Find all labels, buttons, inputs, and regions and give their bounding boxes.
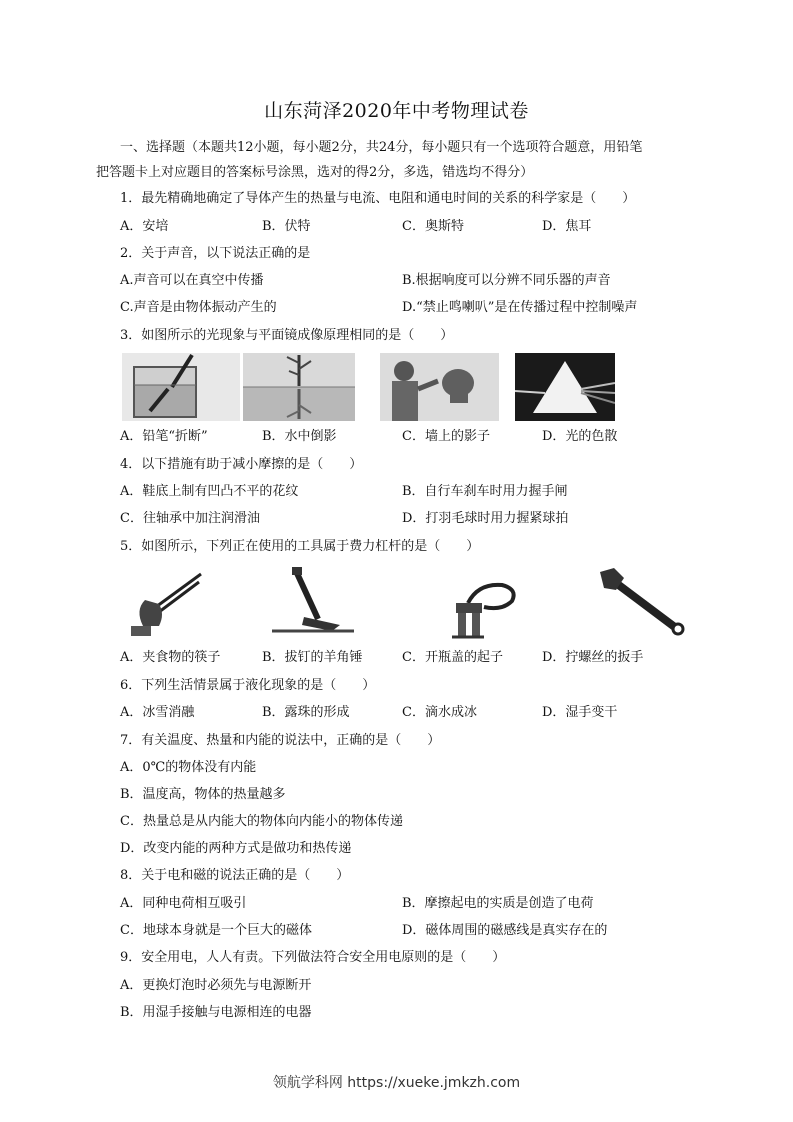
question-6-option-c: C．滴水成冰: [402, 705, 477, 720]
question-4-option-a: A．鞋底上制有凹凸不平的花纹: [120, 484, 299, 499]
question-3-option-d: D．光的色散: [542, 429, 618, 444]
question-2-stem: 2．关于声音，以下说法正确的是: [120, 246, 311, 261]
question-7-option-c: C．热量总是从内能大的物体向内能小的物体传递: [120, 814, 403, 829]
claw-hammer-image: [270, 567, 356, 635]
question-1-stem: 1．最先精确地确定了导体产生的热量与电流、电阻和通电时间的关系的科学家是（ ）: [120, 191, 636, 206]
question-6-stem: 6．下列生活情景属于液化现象的是（ ）: [120, 678, 376, 693]
section-instructions-line1: 一、选择题（本题共12小题，每小题2分，共24分，每小题只有一个选项符合题意，用铅笔: [120, 140, 643, 155]
question-5-option-a: A．夹食物的筷子: [120, 650, 221, 665]
question-4-option-b: B．自行车刹车时用力握手闸: [402, 484, 568, 499]
question-3-option-b: B．水中倒影: [262, 429, 337, 444]
question-9-stem: 9．安全用电，人人有责。下列做法符合安全用电原则的是（ ）: [120, 950, 506, 965]
pencil-in-water-image: [122, 353, 240, 421]
section-instructions-line2: 把答题卡上对应题目的答案标号涂黑，选对的得2分，多选，错选均不得分）: [96, 165, 534, 180]
question-7-option-a: A．0℃的物体没有内能: [120, 760, 257, 775]
shadow-on-wall-image: [380, 353, 499, 421]
question-4-option-c: C．往轴承中加注润滑油: [120, 511, 260, 526]
question-5-option-c: C．开瓶盖的起子: [402, 650, 503, 665]
footer-watermark-link[interactable]: 领航学科网 https://xueke.jmkzh.com: [272, 1075, 521, 1091]
question-5-stem: 5．如图所示，下列正在使用的工具属于费力杠杆的是（ ）: [120, 539, 480, 554]
question-1-option-b: B．伏特: [262, 219, 311, 234]
wrench-image: [598, 566, 688, 638]
question-6-option-b: B．露珠的形成: [262, 705, 350, 720]
page-title: 山东菏泽2020年中考物理试卷: [264, 100, 529, 122]
question-4-option-d: D．打羽毛球时用力握紧球拍: [402, 511, 569, 526]
question-3-option-a: A．铅笔“折断”: [120, 429, 208, 444]
question-8-stem: 8．关于电和磁的说法正确的是（ ）: [120, 868, 350, 883]
question-5-option-d: D．拧螺丝的扳手: [542, 650, 644, 665]
question-2-option-a: A.声音可以在真空中传播: [120, 273, 264, 288]
question-6-option-d: D．湿手变干: [542, 705, 618, 720]
question-7-stem: 7．有关温度、热量和内能的说法中，正确的是（ ）: [120, 733, 441, 748]
question-1-option-d: D．焦耳: [542, 219, 592, 234]
question-3-stem: 3．如图所示的光现象与平面镜成像原理相同的是（ ）: [120, 328, 454, 343]
question-1-option-c: C．奥斯特: [402, 219, 464, 234]
question-8-option-a: A．同种电荷相互吸引: [120, 896, 247, 911]
question-2-option-d: D.“禁止鸣喇叭”是在传播过程中控制噪声: [402, 300, 638, 315]
tree-reflection-image: [243, 353, 355, 421]
question-9-option-b: B．用湿手接触与电源相连的电器: [120, 1005, 312, 1020]
question-3-option-c: C．墙上的影子: [402, 429, 490, 444]
question-8-option-c: C．地球本身就是一个巨大的磁体: [120, 923, 312, 938]
question-7-option-b: B．温度高，物体的热量越多: [120, 787, 286, 802]
question-7-option-d: D．改变内能的两种方式是做功和热传递: [120, 841, 352, 856]
question-2-option-b: B.根据响度可以分辨不同乐器的声音: [402, 273, 611, 288]
question-2-option-c: C.声音是由物体振动产生的: [120, 300, 277, 315]
chopsticks-image: [125, 570, 205, 642]
question-4-stem: 4．以下措施有助于减小摩擦的是（ ）: [120, 457, 363, 472]
prism-dispersion-image: [515, 353, 615, 421]
question-8-option-d: D．磁体周围的磁感线是真实存在的: [402, 923, 608, 938]
question-6-option-a: A．冰雪消融: [120, 705, 195, 720]
question-8-option-b: B．摩擦起电的实质是创造了电荷: [402, 896, 594, 911]
question-1-option-a: A．安培: [120, 219, 169, 234]
question-5-option-b: B．拔钉的羊角锤: [262, 650, 363, 665]
bottle-opener-image: [438, 577, 522, 641]
question-9-option-a: A．更换灯泡时必须先与电源断开: [120, 978, 312, 993]
